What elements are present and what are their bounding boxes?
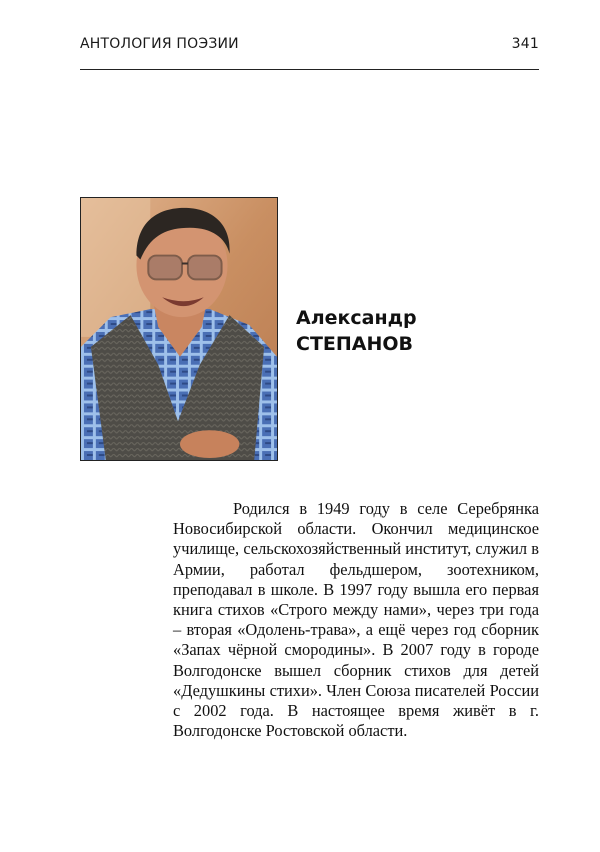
running-header xyxy=(80,36,539,56)
author-name xyxy=(296,305,417,357)
header-rule xyxy=(80,69,539,70)
author-first-name: Александр xyxy=(296,307,417,329)
author-biography xyxy=(173,499,539,741)
biography-paragraph: Родился в 1949 году в селе Серебрянка Новосибирской области. Окончил медицинское училище, сельскохозяйственный институт, служил в Армии, работал фельдшером, зоотехником, преподавал в школе. В 1997 году вышла его первая книга стихов «Строго между нами», через три года – вторая «Одолень-трава», а ещё через год сборник «Запах чёрной смородины». В 2007 году в городе Волгодонске вышел сборник стихов для детей «Дедушкины стихи». Член Союза писателей России с 2002 года. В настоящее время живёт в г. Волгодонске Ростовской области. xyxy=(173,499,539,741)
author-portrait xyxy=(80,197,278,461)
page-number: 341 xyxy=(511,36,539,52)
author-last-name: СТЕПАНОВ xyxy=(296,333,414,355)
portrait-photo-icon xyxy=(81,198,277,460)
book-title: АНТОЛОГИЯ ПОЭЗИИ xyxy=(80,36,239,52)
